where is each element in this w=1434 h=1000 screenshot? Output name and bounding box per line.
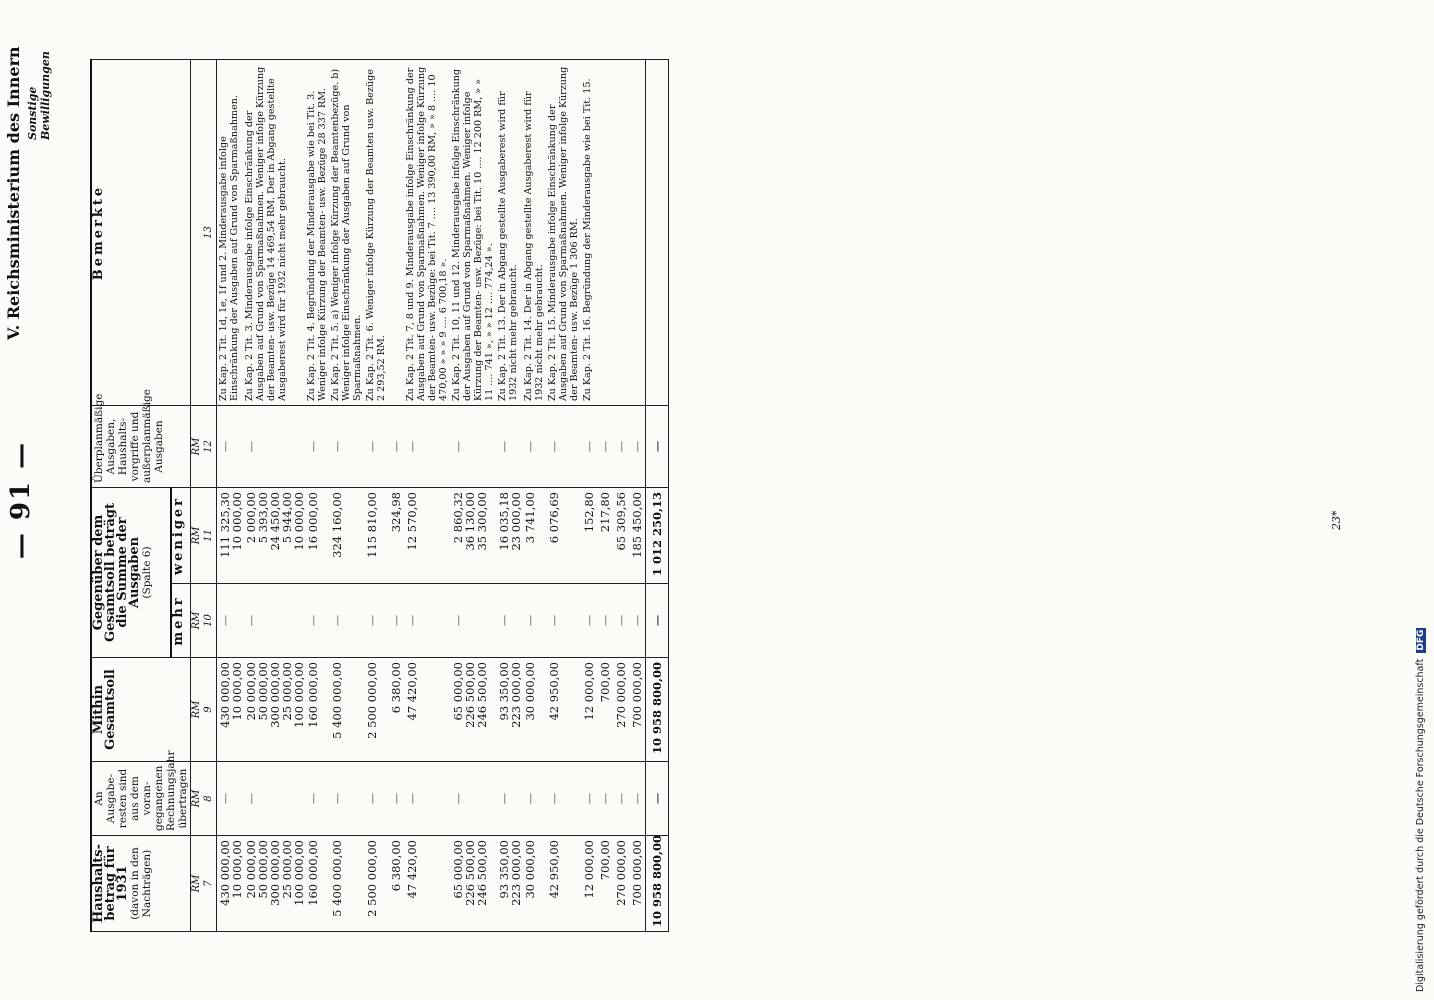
cell-col11: [404, 488, 450, 584]
cell-col9-value: 430 000,00: [218, 662, 232, 728]
col13-header: Bemerkte: [91, 60, 191, 406]
cell-remark: [597, 60, 613, 406]
cell-col11-value: 5 393,00: [256, 492, 270, 544]
table-row: [450, 60, 496, 932]
cell-col11-value: 10 000,00: [230, 492, 244, 551]
cell-col11: [613, 488, 629, 584]
cell-col7: [404, 836, 450, 932]
cell-col9: [629, 658, 646, 762]
cell-remark: Zu Kap. 2 Tit. 1d, 1e, 1f und 2. Minderausgabe infolge Einschränkung der Ausgaben auf Grund von Sparmaßnahmen.: [217, 60, 244, 406]
cell-col11-value: 2 860,32: [451, 492, 465, 544]
cell-col9-value: 246 500,00: [475, 662, 489, 728]
page-number: — 91 —: [6, 440, 36, 560]
cell-col7-value: 160 000,00: [306, 840, 320, 906]
column-numbers-row: [191, 60, 217, 932]
cell-col11: [305, 488, 329, 584]
cell-col11-value: 111 325,30: [218, 492, 232, 558]
cell-col8: —: [522, 762, 546, 836]
cell-col12: —: [364, 406, 388, 488]
col-unit: RM 11: [191, 488, 217, 584]
cell-col8: —: [581, 762, 597, 836]
cell-col11: [522, 488, 546, 584]
cell-col10: —: [597, 584, 613, 658]
cell-col7: [597, 836, 613, 932]
page-mark: 23*: [1330, 510, 1343, 530]
cell-col7-value: 6 380,00: [389, 840, 403, 892]
cell-col9-value: 226 500,00: [463, 662, 477, 728]
cell-col9-value: 25 000,00: [280, 662, 294, 721]
cell-remark: Zu Kap. 2 Tit. 10, 11 und 12. Minderausgabe infolge Einschränkung der Ausgaben auf Grund von Sparmaßnahmen. Weniger infolge Kürzung der Beamten- usw. Bezüge: bei Tit. 10 .... 12 200 RM, » » 11 .... 741 », » » 12 .... 774,24 ».: [450, 60, 496, 406]
cell-col9: [450, 658, 496, 762]
cell-col7: [546, 836, 581, 932]
cell-col11: [364, 488, 388, 584]
table-row: [243, 60, 305, 932]
cell-col10: —: [450, 584, 496, 658]
cell-col9: [243, 658, 305, 762]
cell-col7-value: 47 420,00: [405, 840, 419, 899]
table-header: [91, 60, 217, 932]
table-row: [581, 60, 597, 932]
table-row: [496, 60, 522, 932]
col-unit: RM 7: [191, 836, 217, 932]
cell-col10: —: [388, 584, 404, 658]
cell-col9: [364, 658, 388, 762]
cell-col10: —: [404, 584, 450, 658]
col12-header: Überplanmäßige Ausgaben, Haushalts-vorgriffe und außerplanmäßige Ausgaben: [91, 406, 191, 488]
table-row: [388, 60, 404, 932]
cell-col9-value: 2 500 000,00: [365, 662, 379, 739]
total-col8: —: [646, 762, 669, 836]
cell-col11: [217, 488, 244, 584]
total-col7: 10 958 800,00: [646, 836, 669, 932]
cell-remark: Zu Kap. 2 Tit. 16. Begründung der Minderausgabe wie bei Tit. 15.: [581, 60, 597, 406]
cell-col7-value: 25 000,00: [280, 840, 294, 899]
cell-col10: —: [546, 584, 581, 658]
col9-header: Mithin Gesamtsoll: [91, 658, 191, 762]
cell-remark: Zu Kap. 2 Tit. 14. Der in Abgang gestellte Ausgaberest wird für 1932 nicht mehr gebraucht.: [522, 60, 546, 406]
cell-col9-value: 50 000,00: [256, 662, 270, 721]
cell-col12: —: [243, 406, 305, 488]
cell-col7: [613, 836, 629, 932]
cell-col9-value: 700,00: [598, 662, 612, 703]
cell-col10: —: [613, 584, 629, 658]
col-unit: RM 10: [191, 584, 217, 658]
cell-col12: —: [305, 406, 329, 488]
cell-col9-value: 30 000,00: [523, 662, 537, 721]
cell-col11-value: 324,98: [389, 492, 403, 533]
cell-col9: [388, 658, 404, 762]
dfg-text: Digitalisierung gefördert durch die Deutsche Forschungsgemeinschaft: [1415, 658, 1426, 992]
cell-col11: [496, 488, 522, 584]
cell-col11: [329, 488, 364, 584]
cell-col7-value: 65 000,00: [451, 840, 465, 899]
cell-col10: —: [496, 584, 522, 658]
cell-col7: [629, 836, 646, 932]
cell-col12: —: [404, 406, 450, 488]
cell-col12: —: [329, 406, 364, 488]
table-row: [597, 60, 613, 932]
cell-remark: Zu Kap. 2 Tit. 7, 8 und 9. Minderausgabe infolge Einschränkung der Ausgaben auf Grund von Sparmaßnahmen. Weniger infolge Kürzung der Beamten- usw. Bezüge: bei Tit. 7 .... 13 390,00 RM, » » 8 .... 10 470,00 » » » 9 .... 6 700,18 ».: [404, 60, 450, 406]
cell-col9: [597, 658, 613, 762]
cell-col9-value: 10 000,00: [230, 662, 244, 721]
cell-col9-value: 65 000,00: [451, 662, 465, 721]
cell-col11: [546, 488, 581, 584]
cell-col8: —: [388, 762, 404, 836]
cell-col11: [388, 488, 404, 584]
cell-col11-value: 35 300,00: [475, 492, 489, 551]
cell-col7-value: 2 500 000,00: [365, 840, 379, 917]
col-unit: RM 9: [191, 658, 217, 762]
total-col11: 1 012 250,13: [646, 488, 669, 584]
chapter-title: V. Reichsministerium des Innern: [4, 46, 23, 340]
cell-col7: [496, 836, 522, 932]
cell-col7-value: 93 350,00: [497, 840, 511, 899]
table-row: [404, 60, 450, 932]
budget-table: [90, 59, 669, 932]
cell-col7: [581, 836, 597, 932]
cell-col7-value: 300 000,00: [268, 840, 282, 906]
cell-col7-value: 270 000,00: [614, 840, 628, 906]
cell-col11-value: 24 450,00: [268, 492, 282, 551]
col7-header: Haushalts-betrag für 1931 (davon in den Nachträgen): [91, 836, 191, 932]
cell-col11: [597, 488, 613, 584]
cell-col9-value: 42 950,00: [547, 662, 561, 721]
cell-col7-value: 12 000,00: [582, 840, 596, 899]
cell-col11-value: 324 160,00: [330, 492, 344, 558]
cell-remark: [629, 60, 646, 406]
cell-col12: —: [388, 406, 404, 488]
total-row: [646, 60, 669, 932]
table-row: [546, 60, 581, 932]
cell-col11-value: 16 035,18: [497, 492, 511, 551]
cell-col8: —: [329, 762, 364, 836]
cell-col7-value: 50 000,00: [256, 840, 270, 899]
cell-col7-value: 246 500,00: [475, 840, 489, 906]
cell-col9: [305, 658, 329, 762]
cell-remark: Zu Kap. 2 Tit. 4. Begründung der Minderausgabe wie bei Tit. 3. Weniger infolge Kürzung der Beamten- usw. Bezüge 28 337 RM.: [305, 60, 329, 406]
cell-col9-value: 47 420,00: [405, 662, 419, 721]
table-body: [217, 60, 646, 932]
cell-col8: —: [597, 762, 613, 836]
subchapter-title: Sonstige Bewilligungen: [26, 51, 52, 140]
cell-col11-value: 3 741,00: [523, 492, 537, 544]
cell-col12: —: [629, 406, 646, 488]
cell-col11-value: 115 810,00: [365, 492, 379, 558]
comparison-group-header: Gegenüber dem Gesamtsoll beträgt die Summe der Ausgaben (Spalte 6): [91, 488, 171, 658]
cell-col7-value: 5 400 000,00: [330, 840, 344, 917]
col-unit: RM 12: [191, 406, 217, 488]
cell-col10: —: [305, 584, 329, 658]
col-unit: 13: [191, 60, 217, 406]
cell-remark: Zu Kap. 2 Tit. 6. Weniger infolge Kürzung der Beamten usw. Bezüge 2 293,52 RM.: [364, 60, 388, 406]
cell-col8: —: [217, 762, 244, 836]
table-total: [646, 60, 669, 932]
cell-col11: [450, 488, 496, 584]
cell-col11: [243, 488, 305, 584]
cell-col9-value: 100 000,00: [292, 662, 306, 728]
cell-col10: —: [329, 584, 364, 658]
cell-col12: —: [450, 406, 496, 488]
cell-col11-value: 23 000,00: [509, 492, 523, 551]
dfg-logo-icon: DFG: [1416, 629, 1426, 651]
cell-col10: —: [581, 584, 597, 658]
col8-header: An Ausgabe-resten sind aus dem voran-gegangenen Rechnungsjahr übertragen: [91, 762, 191, 836]
table-row: [364, 60, 388, 932]
cell-col7: [522, 836, 546, 932]
cell-col9: [522, 658, 546, 762]
col10-header: mehr: [171, 584, 190, 658]
cell-col7-value: 20 000,00: [244, 840, 258, 899]
cell-col9-value: 6 380,00: [389, 662, 403, 714]
cell-col11-value: 2 000,00: [244, 492, 258, 544]
cell-col9: [217, 658, 244, 762]
cell-col11-value: 16 000,00: [306, 492, 320, 551]
cell-col7-value: 430 000,00: [218, 840, 232, 906]
cell-col11-value: 12 570,00: [405, 492, 419, 551]
cell-col7-value: 10 000,00: [230, 840, 244, 899]
cell-col7: [305, 836, 329, 932]
cell-col9: [581, 658, 597, 762]
cell-col8: —: [450, 762, 496, 836]
cell-col7-value: 100 000,00: [292, 840, 306, 906]
cell-col8: —: [305, 762, 329, 836]
cell-col10: —: [364, 584, 388, 658]
cell-col7-value: 700 000,00: [630, 840, 644, 906]
cell-remark: [613, 60, 629, 406]
cell-col8: —: [546, 762, 581, 836]
cell-col11-value: 65 309,56: [614, 492, 628, 551]
table-row: [629, 60, 646, 932]
cell-col9: [613, 658, 629, 762]
cell-remark: Zu Kap. 2 Tit. 15. Minderausgabe infolge Einschränkung der Ausgaben auf Grund von Sparmaßnahmen. Weniger infolge Kürzung der Beamten- usw. Bezüge 1 306 RM.: [546, 60, 581, 406]
cell-col11: [629, 488, 646, 584]
cell-col11-value: 5 944,00: [280, 492, 294, 544]
total-col9: 10 958 800,00: [646, 658, 669, 762]
cell-col11-value: 217,80: [598, 492, 612, 533]
cell-col7-value: 42 950,00: [547, 840, 561, 899]
cell-col8: —: [364, 762, 388, 836]
cell-col10: —: [629, 584, 646, 658]
col-unit: RM 8: [191, 762, 217, 836]
cell-col9: [404, 658, 450, 762]
cell-col11-value: 10 000,00: [292, 492, 306, 551]
cell-col12: —: [217, 406, 244, 488]
col11-header: weniger: [171, 488, 190, 584]
cell-col9: [329, 658, 364, 762]
cell-remark: [388, 60, 404, 406]
cell-col9: [496, 658, 522, 762]
cell-col10: —: [217, 584, 244, 658]
cell-col9-value: 12 000,00: [582, 662, 596, 721]
cell-col11-value: 185 450,00: [630, 492, 644, 558]
cell-col11: [581, 488, 597, 584]
dfg-credit: [1415, 628, 1426, 992]
cell-col12: —: [496, 406, 522, 488]
cell-col12: —: [581, 406, 597, 488]
total-col12: —: [646, 406, 669, 488]
cell-col7: [364, 836, 388, 932]
cell-col9-value: 160 000,00: [306, 662, 320, 728]
cell-col7: [243, 836, 305, 932]
cell-col9-value: 20 000,00: [244, 662, 258, 721]
cell-col11-value: 6 076,69: [547, 492, 561, 544]
total-col10: —: [646, 584, 669, 658]
cell-col9-value: 93 350,00: [497, 662, 511, 721]
cell-col7-value: 223 000,00: [509, 840, 523, 906]
table-row: [329, 60, 364, 932]
cell-col8: —: [243, 762, 305, 836]
cell-col12: —: [597, 406, 613, 488]
table-row: [613, 60, 629, 932]
cell-col7-value: 30 000,00: [523, 840, 537, 899]
cell-col7: [329, 836, 364, 932]
cell-col7-value: 226 500,00: [463, 840, 477, 906]
cell-col9: [546, 658, 581, 762]
cell-col9-value: 270 000,00: [614, 662, 628, 728]
cell-col8: —: [404, 762, 450, 836]
cell-col10: —: [522, 584, 546, 658]
cell-remark: Zu Kap. 2 Tit. 13. Der in Abgang gestellte Ausgaberest wird für 1932 nicht mehr gebraucht.: [496, 60, 522, 406]
cell-col12: —: [546, 406, 581, 488]
total-remark: [646, 60, 669, 406]
cell-col11-value: 36 130,00: [463, 492, 477, 551]
cell-col12: —: [613, 406, 629, 488]
cell-col10: —: [243, 584, 305, 658]
cell-col7-value: 700,00: [598, 840, 612, 881]
cell-col8: —: [496, 762, 522, 836]
cell-remark: Zu Kap. 2 Tit. 3. Minderausgabe infolge Einschränkung der Ausgaben auf Grund von Sparmaßnahmen. Weniger infolge Kürzung der Beamten- usw. Bezüge 14 469,54 RM. Der in Abgang gestellte Ausgaberest wird für 1932 nicht mehr gebraucht.: [243, 60, 305, 406]
cell-col8: —: [613, 762, 629, 836]
cell-col7: [217, 836, 244, 932]
cell-col9-value: 223 000,00: [509, 662, 523, 728]
cell-col11-value: 152,80: [582, 492, 596, 533]
cell-remark: Zu Kap. 2 Tit. 5. a) Weniger infolge Kürzung der Beamtenbezüge. b) Weniger infolge Einschränkung der Ausgaben auf Grund von Sparmaßnahmen.: [329, 60, 364, 406]
cell-col9-value: 5 400 000,00: [330, 662, 344, 739]
cell-col7: [388, 836, 404, 932]
table-row: [522, 60, 546, 932]
table-row: [217, 60, 244, 932]
cell-col7: [450, 836, 496, 932]
cell-col12: —: [522, 406, 546, 488]
cell-col9-value: 700 000,00: [630, 662, 644, 728]
table-row: [305, 60, 329, 932]
cell-col9-value: 300 000,00: [268, 662, 282, 728]
cell-col8: —: [629, 762, 646, 836]
